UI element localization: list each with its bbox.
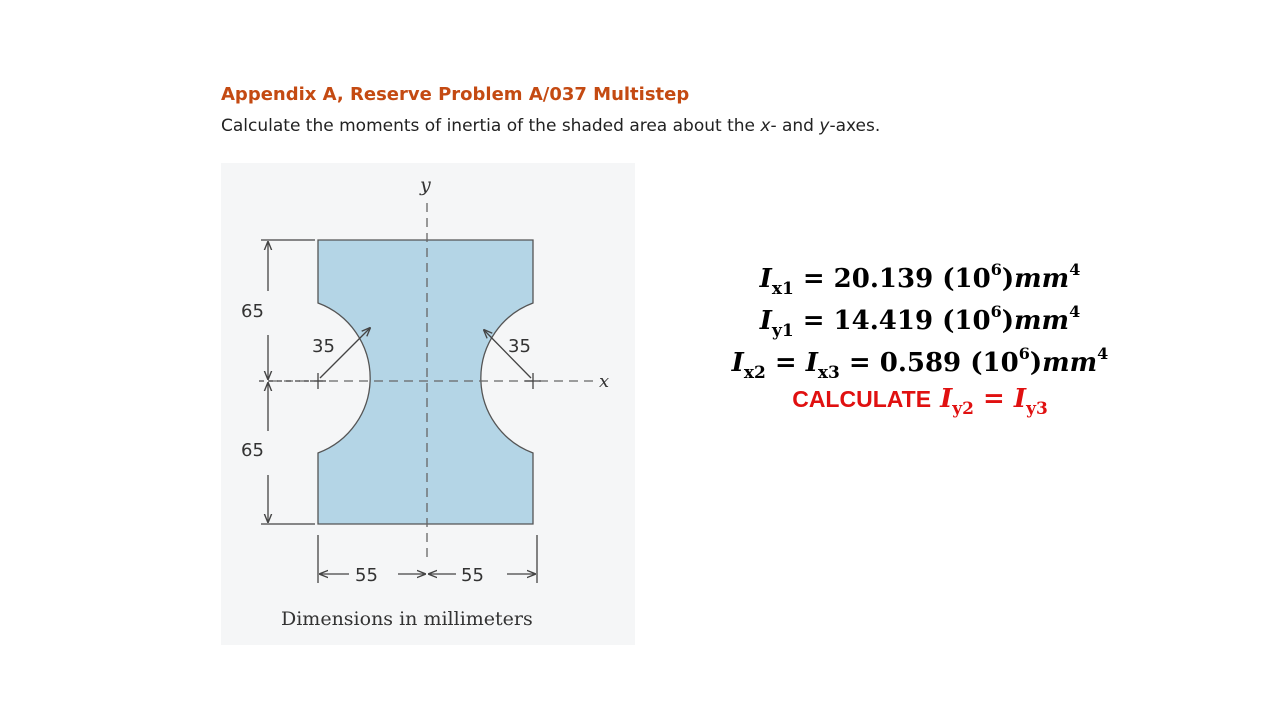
eq1-equals: = bbox=[793, 264, 834, 294]
eq2-symbol: I bbox=[759, 306, 772, 336]
eq1-close: ) bbox=[1001, 264, 1015, 294]
equation-ix1 bbox=[690, 258, 1150, 300]
shaded-area bbox=[318, 240, 533, 524]
calc-subscript: y2 bbox=[952, 399, 974, 419]
eq3-equals-2: = bbox=[839, 348, 880, 378]
eq2-exponent: 6 bbox=[990, 302, 1002, 321]
statement-x-axis: x bbox=[760, 116, 771, 136]
eq2-unit: mm bbox=[1014, 306, 1070, 336]
eq2-unit-exponent: 4 bbox=[1069, 302, 1081, 321]
left-radius-label: 35 bbox=[312, 336, 335, 357]
right-circle-center bbox=[525, 373, 541, 389]
eq1-symbol: I bbox=[759, 264, 772, 294]
eq3-symbol: I bbox=[731, 348, 744, 378]
eq3-symbol-2: I bbox=[805, 348, 818, 378]
problem-statement bbox=[221, 116, 880, 136]
eq3-value: 0.589 (10 bbox=[879, 348, 1019, 378]
eq3-subscript-2: x3 bbox=[817, 363, 840, 383]
statement-y-axis: y bbox=[819, 116, 830, 136]
eq3-unit: mm bbox=[1042, 348, 1098, 378]
eq1-subscript: x1 bbox=[771, 279, 794, 299]
eq3-equals: = bbox=[765, 348, 806, 378]
eq2-subscript: y1 bbox=[771, 321, 794, 341]
eq3-close: ) bbox=[1029, 348, 1043, 378]
eq1-unit-exponent: 4 bbox=[1069, 260, 1081, 279]
statement-part-2: - and bbox=[770, 116, 820, 136]
calc-equals: = bbox=[974, 384, 1014, 414]
eq2-value: 14.419 (10 bbox=[833, 306, 991, 336]
calc-symbol: I bbox=[940, 384, 953, 414]
eq1-value: 20.139 (10 bbox=[833, 264, 991, 294]
bottom-height-label: 65 bbox=[241, 440, 264, 461]
left-circle-center bbox=[310, 373, 326, 389]
equation-iy1 bbox=[690, 300, 1150, 342]
figure-caption: Dimensions in millimeters bbox=[281, 608, 533, 630]
right-radius-label: 35 bbox=[508, 336, 531, 357]
calc-symbol-2: I bbox=[1013, 384, 1027, 414]
cross-section-diagram bbox=[221, 163, 635, 645]
left-width-label: 55 bbox=[355, 565, 378, 586]
problem-title: Appendix A, Reserve Problem A/037 Multistep bbox=[221, 84, 690, 105]
y-axis-label: y bbox=[420, 174, 431, 196]
eq3-subscript: x2 bbox=[743, 363, 766, 383]
statement-part-3: -axes. bbox=[829, 116, 881, 136]
eq3-unit-exponent: 4 bbox=[1097, 344, 1109, 363]
eq1-unit: mm bbox=[1014, 264, 1070, 294]
given-values bbox=[690, 258, 1150, 420]
right-width-label: 55 bbox=[461, 565, 484, 586]
calculate-instruction bbox=[690, 378, 1150, 420]
problem-figure bbox=[221, 163, 635, 645]
calculate-word: CALCULATE bbox=[792, 386, 932, 412]
top-height-label: 65 bbox=[241, 301, 264, 322]
x-axis-label: x bbox=[599, 371, 610, 392]
eq2-close: ) bbox=[1001, 306, 1015, 336]
eq2-equals: = bbox=[793, 306, 834, 336]
statement-part-1: Calculate the moments of inertia of the shaded area about the bbox=[221, 116, 761, 136]
eq3-exponent: 6 bbox=[1018, 344, 1030, 363]
calc-subscript-2: y3 bbox=[1026, 399, 1048, 419]
eq1-exponent: 6 bbox=[990, 260, 1002, 279]
